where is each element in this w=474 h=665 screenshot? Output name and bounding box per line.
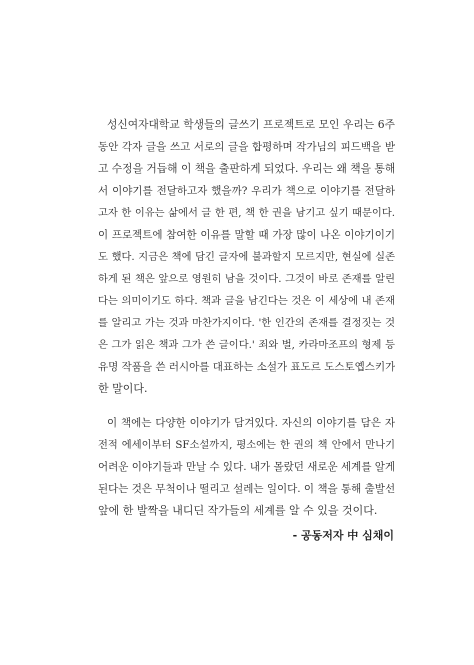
author-signature: - 공동저자 中 심채이 bbox=[292, 529, 394, 542]
paragraph-line: 이 책에는 다양한 이야기가 담겨있다. 자신의 이야기를 담은 자 bbox=[107, 417, 395, 429]
paragraph-line: 동안 각자 글을 쓰고 서로의 글을 합평하며 작가님의 피드백을 받 bbox=[98, 141, 395, 153]
paragraph-line: 은 그가 읽은 책과 그가 쓴 글이다.' 죄와 벌, 카라마조프의 형제 등 bbox=[98, 339, 395, 351]
paragraph-line: 된다는 것은 무척이나 떨리고 설레는 일이다. 이 책을 통해 출발선 bbox=[98, 483, 395, 495]
essay-paragraph-2 bbox=[98, 412, 395, 522]
paragraph-line: 다는 의미이기도 하다. 책과 글을 남긴다는 것은 이 세상에 내 존재 bbox=[98, 295, 395, 307]
paragraph-line: 전적 에세이부터 SF소설까지, 평소에는 한 권의 책 안에서 만나기 bbox=[98, 439, 395, 451]
paragraph-line: 서 이야기를 전달하고자 했을까? 우리가 책으로 이야기를 전달하 bbox=[98, 185, 395, 197]
paragraph-line: 고 수정을 거듭해 이 책을 출판하게 되었다. 우리는 왜 책을 통해 bbox=[98, 162, 395, 175]
paragraph-line: 이 프로젝트에 참여한 이유를 말할 때 가장 많이 나온 이야기이기 bbox=[98, 229, 395, 241]
paragraph-line: 한 말이다. bbox=[98, 382, 148, 395]
paragraph-line: 를 알리고 가는 것과 마찬가지이다. '한 인간의 존재를 결정짓는 것 bbox=[98, 317, 395, 329]
paragraph-line: 고자 한 이유는 삶에서 글 한 편, 책 한 권을 남기고 싶기 때문이다. bbox=[98, 207, 395, 219]
paragraph-line: 하게 된 책은 앞으로 영원히 남을 것이다. 그것이 바로 존재를 알린 bbox=[98, 273, 395, 285]
paragraph-line: 어려운 이야기들과 만날 수 있다. 내가 몰랐던 새로운 세계를 알게 bbox=[98, 461, 395, 473]
paragraph-line: 성신여자대학교 학생들의 글쓰기 프로젝트로 모인 우리는 6주 bbox=[107, 118, 395, 131]
essay-paragraph-1 bbox=[98, 114, 395, 400]
paragraph-line: 유명 작품을 쓴 러시아를 대표하는 소설가 표도르 도스토옙스키가 bbox=[98, 361, 395, 373]
paragraph-line: 앞에 한 발짝을 내디딘 작가들의 세계를 알 수 있을 것이다. bbox=[98, 504, 378, 517]
paragraph-line: 도 했다. 지금은 책에 담긴 글자에 불과할지 모르지만, 현실에 실존 bbox=[98, 251, 395, 263]
